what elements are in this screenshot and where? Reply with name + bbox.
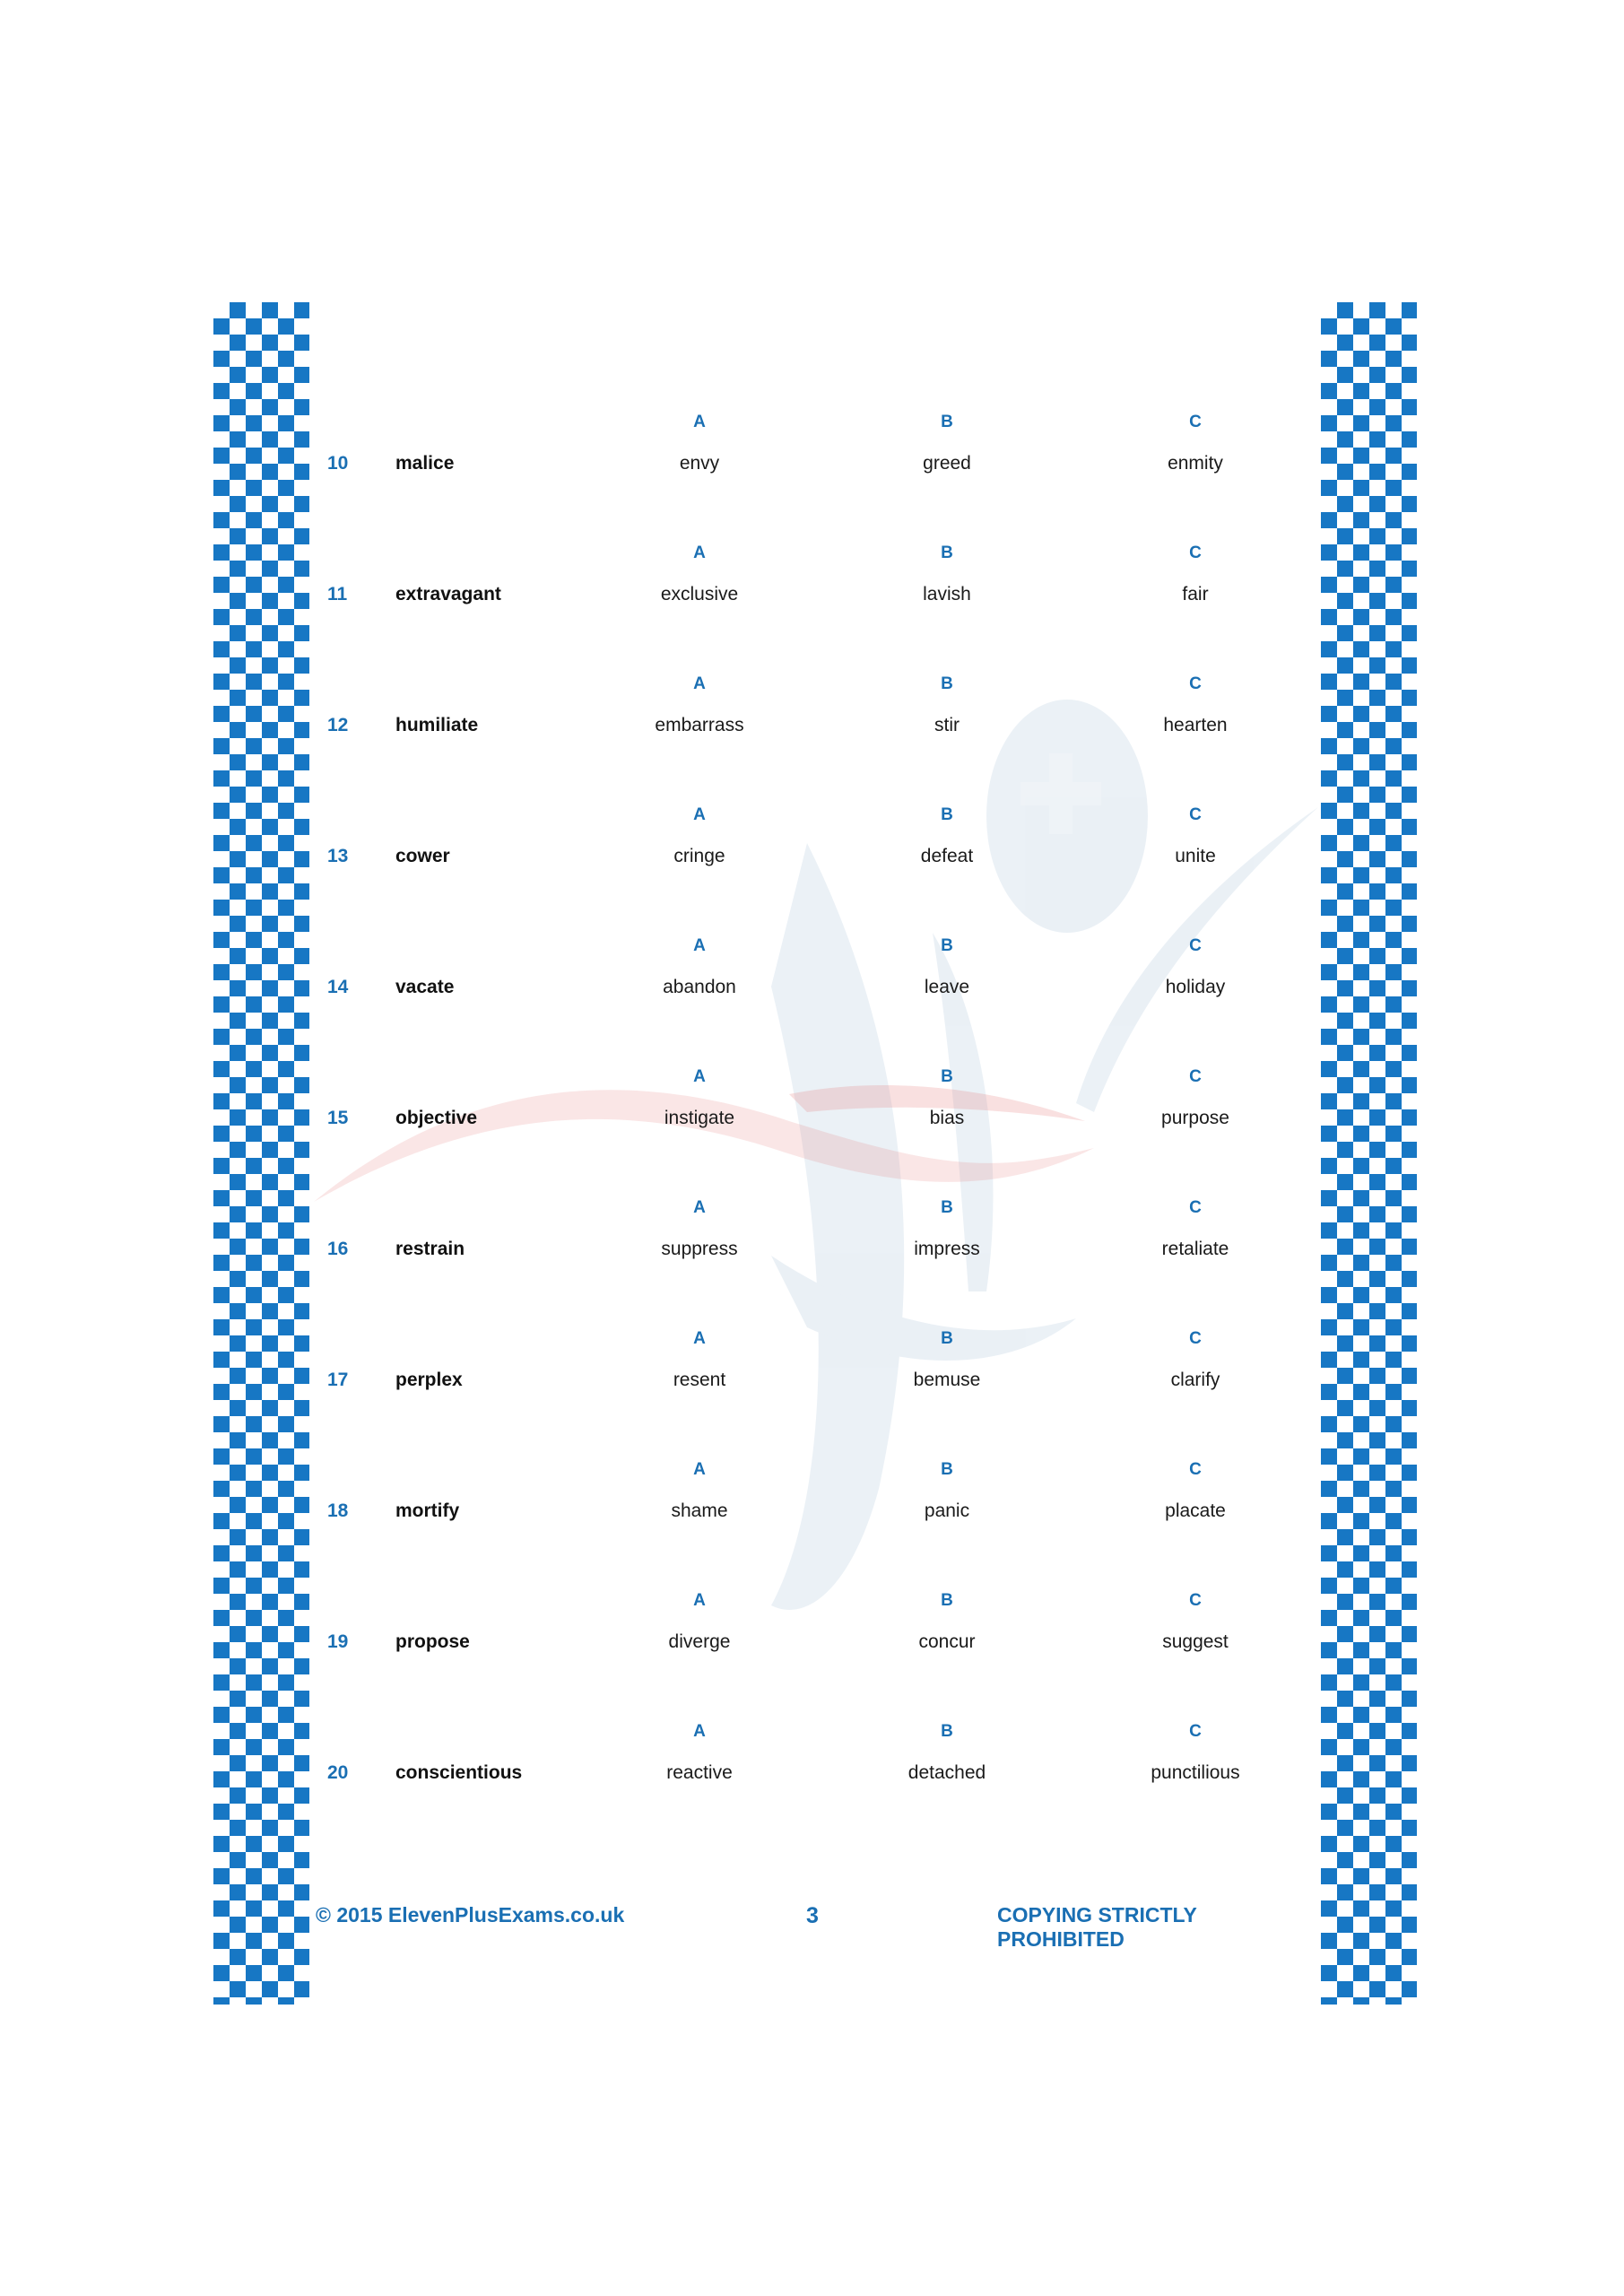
question-number: 14: [327, 977, 349, 997]
option-text-a: abandon: [663, 977, 736, 997]
option-letter-b: B: [941, 1722, 953, 1741]
question-number: 13: [327, 846, 349, 866]
question-row: [0, 932, 1624, 1013]
option-letter-a: A: [693, 1198, 706, 1217]
question-row: [0, 1194, 1624, 1274]
option-text-b: bias: [929, 1108, 965, 1128]
option-letter-a: A: [693, 1460, 706, 1479]
option-letter-c: C: [1189, 413, 1202, 431]
question-row: [0, 408, 1624, 489]
question-row: [0, 539, 1624, 620]
option-letter-a: A: [693, 413, 706, 431]
option-text-c: enmity: [1168, 453, 1223, 474]
question-word: extravagant: [395, 584, 501, 604]
option-letter-b: B: [941, 413, 953, 431]
option-letter-c: C: [1189, 1198, 1202, 1217]
option-text-c: fair: [1182, 584, 1209, 604]
option-text-c: suggest: [1162, 1631, 1229, 1652]
option-text-c: punctilious: [1151, 1762, 1240, 1783]
page-number: 3: [806, 1903, 819, 1928]
option-text-c: holiday: [1165, 977, 1226, 997]
option-letter-b: B: [941, 544, 953, 562]
option-text-a: resent: [673, 1370, 726, 1390]
option-text-c: clarify: [1170, 1370, 1220, 1390]
option-letter-b: B: [941, 805, 953, 824]
option-letter-b: B: [941, 1198, 953, 1217]
option-letter-a: A: [693, 1067, 706, 1086]
option-text-a: exclusive: [660, 584, 739, 604]
question-word: cower: [395, 846, 450, 866]
option-text-b: concur: [918, 1631, 976, 1652]
option-text-b: bemuse: [913, 1370, 981, 1390]
option-letter-a: A: [693, 936, 706, 955]
option-text-c: retaliate: [1161, 1239, 1229, 1259]
question-row: [0, 1063, 1624, 1144]
question-number: 16: [327, 1239, 349, 1259]
option-text-a: reactive: [666, 1762, 733, 1783]
option-letter-c: C: [1189, 1591, 1202, 1610]
option-text-b: stir: [934, 715, 960, 735]
option-letter-c: C: [1189, 544, 1202, 562]
option-letter-a: A: [693, 1722, 706, 1741]
option-letter-c: C: [1189, 1460, 1202, 1479]
option-letter-b: B: [941, 1067, 953, 1086]
question-word: objective: [395, 1108, 478, 1128]
option-text-b: greed: [923, 453, 971, 474]
option-letter-a: A: [693, 1591, 706, 1610]
question-number: 20: [327, 1762, 349, 1783]
question-word: restrain: [395, 1239, 465, 1259]
question-word: perplex: [395, 1370, 463, 1390]
question-row: [0, 1325, 1624, 1405]
question-number: 11: [327, 584, 348, 604]
option-letter-c: C: [1189, 936, 1202, 955]
option-text-a: shame: [671, 1500, 728, 1521]
copying-notice: COPYING STRICTLY PROHIBITED: [997, 1903, 1197, 1951]
question-word: malice: [395, 453, 455, 474]
question-word: mortify: [395, 1500, 460, 1521]
question-row: [0, 801, 1624, 882]
question-word: propose: [395, 1631, 470, 1652]
option-text-a: cringe: [673, 846, 725, 866]
option-text-a: envy: [679, 453, 720, 474]
option-letter-b: B: [941, 936, 953, 955]
option-letter-a: A: [693, 805, 706, 824]
question-row: [0, 1718, 1624, 1798]
option-letter-c: C: [1189, 1067, 1202, 1086]
option-text-c: purpose: [1161, 1108, 1229, 1128]
option-letter-b: B: [941, 1460, 953, 1479]
option-text-b: panic: [924, 1500, 970, 1521]
question-number: 19: [327, 1631, 349, 1652]
option-letter-c: C: [1189, 805, 1202, 824]
option-letter-b: B: [941, 674, 953, 693]
question-number: 15: [327, 1108, 349, 1128]
option-text-c: unite: [1175, 846, 1216, 866]
option-letter-c: C: [1189, 1329, 1202, 1348]
option-text-a: diverge: [668, 1631, 731, 1652]
option-text-c: hearten: [1163, 715, 1228, 735]
question-number: 18: [327, 1500, 349, 1521]
option-text-b: impress: [914, 1239, 980, 1259]
question-number: 12: [327, 715, 349, 735]
option-text-a: embarrass: [655, 715, 744, 735]
option-letter-c: C: [1189, 674, 1202, 693]
option-text-a: instigate: [664, 1108, 735, 1128]
option-letter-b: B: [941, 1591, 953, 1610]
question-word: conscientious: [395, 1762, 523, 1783]
option-letter-c: C: [1189, 1722, 1202, 1741]
option-text-b: leave: [924, 977, 970, 997]
question-row: [0, 670, 1624, 751]
option-letter-a: A: [693, 544, 706, 562]
question-word: humiliate: [395, 715, 479, 735]
question-number: 10: [327, 453, 349, 474]
question-number: 17: [327, 1370, 349, 1390]
footer-copyright: © 2015 ElevenPlusExams.co.uk: [316, 1903, 625, 1926]
question-word: vacate: [395, 977, 455, 997]
option-text-a: suppress: [661, 1239, 738, 1259]
option-text-b: lavish: [923, 584, 971, 604]
option-text-b: detached: [908, 1762, 986, 1783]
option-letter-a: A: [693, 674, 706, 693]
option-text-b: defeat: [920, 846, 974, 866]
question-row: [0, 1587, 1624, 1667]
option-letter-b: B: [941, 1329, 953, 1348]
option-text-c: placate: [1165, 1500, 1226, 1521]
question-row: [0, 1456, 1624, 1536]
option-letter-a: A: [693, 1329, 706, 1348]
